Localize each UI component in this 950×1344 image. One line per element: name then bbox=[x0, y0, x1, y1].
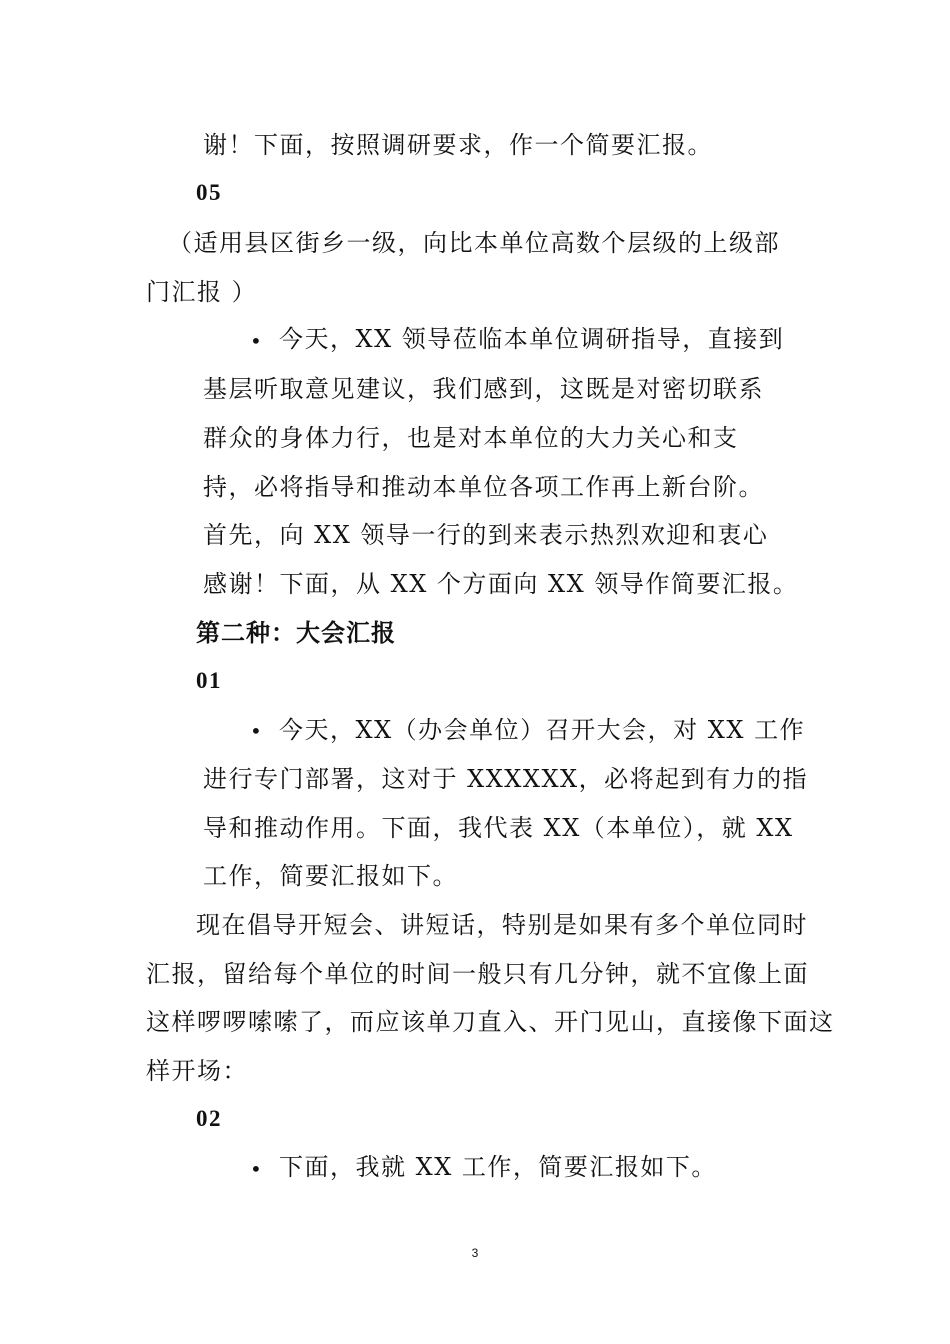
text-line-19: 这样啰啰嗦嗦了，而应该单刀直入、开门见山，直接像下面这 bbox=[146, 1008, 835, 1036]
section-heading: 第二种：大会汇报 bbox=[196, 618, 396, 647]
text-line-4: 门汇报 ） bbox=[146, 278, 258, 306]
text-line-6: 基层听取意见建议，我们感到，这既是对密切联系 bbox=[203, 375, 764, 403]
text-line-9: 首先，向 XX 领导一行的到来表示热烈欢迎和衷心 bbox=[203, 521, 769, 549]
text-line-17: 现在倡导开短会、讲短话，特别是如果有多个单位同时 bbox=[196, 911, 808, 939]
section-number-01: 01 bbox=[196, 668, 222, 693]
text-line-20: 样开场： bbox=[146, 1057, 248, 1085]
text-line-1: 谢！下面，按照调研要求，作一个简要汇报。 bbox=[203, 131, 713, 159]
bullet-icon: • bbox=[250, 1157, 262, 1181]
text-line-22: 下面，我就 XX 工作，简要汇报如下。 bbox=[279, 1153, 717, 1181]
bullet-icon: • bbox=[250, 329, 262, 353]
bullet-icon: • bbox=[250, 719, 262, 743]
text-line-15: 导和推动作用。下面，我代表 XX（本单位），就 XX bbox=[203, 814, 794, 842]
text-line-8: 持，必将指导和推动本单位各项工作再上新台阶。 bbox=[203, 473, 764, 501]
text-line-5: 今天，XX 领导莅临本单位调研指导，直接到 bbox=[279, 325, 785, 353]
text-line-13: 今天，XX（办会单位）召开大会，对 XX 工作 bbox=[279, 716, 806, 744]
text-line-3: （适用县区街乡一级，向比本单位高数个层级的上级部 bbox=[168, 229, 780, 257]
text-line-18: 汇报，留给每个单位的时间一般只有几分钟，就不宜像上面 bbox=[146, 960, 809, 988]
text-line-7: 群众的身体力行，也是对本单位的大力关心和支 bbox=[203, 424, 739, 452]
text-line-10: 感谢！下面，从 XX 个方面向 XX 领导作简要汇报。 bbox=[203, 570, 799, 598]
text-line-14: 进行专门部署，这对于 XXXXXX，必将起到有力的指 bbox=[203, 765, 809, 793]
section-number-05: 05 bbox=[196, 180, 222, 205]
text-line-16: 工作，简要汇报如下。 bbox=[203, 862, 458, 890]
section-number-02: 02 bbox=[196, 1106, 222, 1131]
page-number: 3 bbox=[471, 1246, 479, 1260]
